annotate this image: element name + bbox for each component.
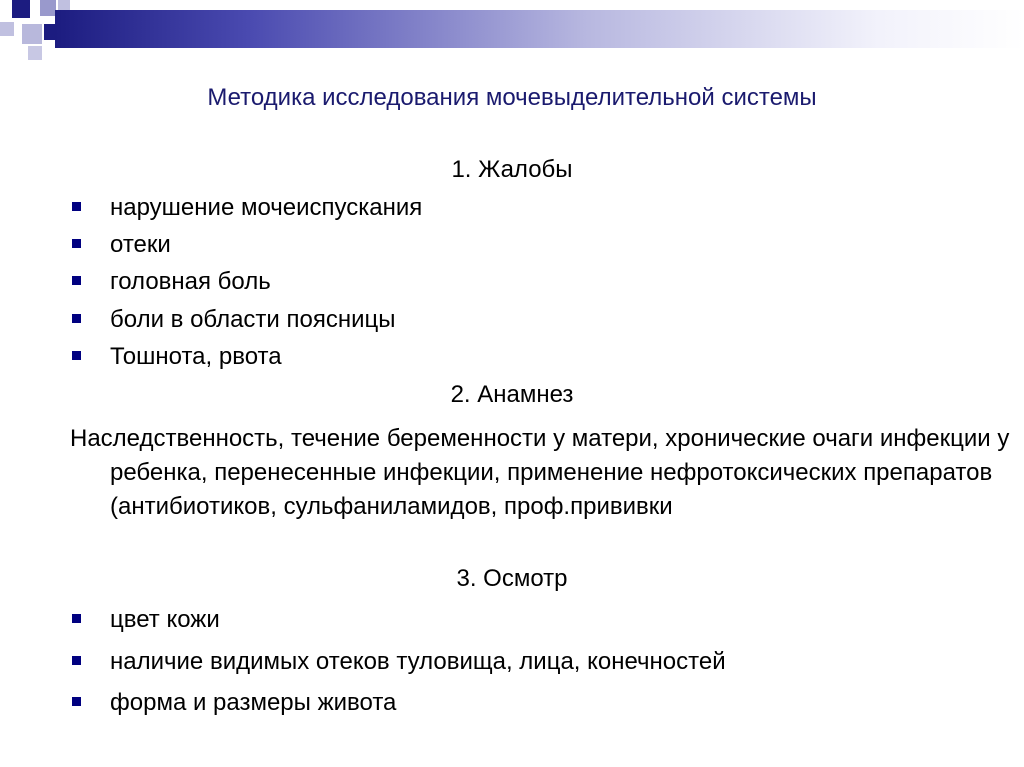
square-bullet-icon: [72, 656, 81, 665]
square-bullet-icon: [72, 351, 81, 360]
exam-item-text: наличие видимых отеков туловища, лица, конечностей: [110, 648, 726, 675]
complaint-item: [72, 342, 282, 372]
square-bullet-icon: [72, 276, 81, 285]
complaint-item: [72, 305, 396, 335]
square-bullet-icon: [72, 202, 81, 211]
corner-square-5: [22, 24, 42, 44]
complaint-item: [72, 267, 271, 297]
complaint-item: [72, 193, 422, 223]
exam-item: [72, 688, 396, 718]
section-heading-exam: 3. Осмотр: [456, 565, 568, 592]
anamnesis-paragraph: Наследственность, течение беременности у матери, хронические очаги инфекции у ребенка, перенесенные инфекции, применение нефротоксических препаратов (антибиотиков, сульфаниламидов, проф.прививки: [70, 425, 1010, 520]
header-gradient-bar: [55, 10, 1024, 48]
square-bullet-icon: [72, 697, 81, 706]
corner-square-1: [12, 0, 30, 18]
exam-item-text: форма и размеры живота: [110, 689, 397, 716]
square-bullet-icon: [72, 314, 81, 323]
complaint-item-text: Тошнота, рвота: [110, 343, 282, 370]
corner-square-2: [40, 0, 56, 16]
section-heading-complaints: 1. Жалобы: [451, 156, 573, 183]
exam-item: [72, 605, 220, 635]
slide-title: Методика исследования мочевыделительной системы: [207, 84, 817, 111]
section-heading-anamnesis: 2. Анамнез: [450, 381, 574, 408]
complaint-item-text: боли в области поясницы: [110, 306, 396, 333]
complaint-item-text: отеки: [110, 231, 171, 258]
exam-item-text: цвет кожи: [110, 606, 220, 633]
complaint-item-text: головная боль: [110, 268, 271, 295]
complaint-item-text: нарушение мочеиспускания: [110, 194, 423, 221]
square-bullet-icon: [72, 614, 81, 623]
exam-item: [72, 647, 726, 677]
complaint-item: [72, 230, 171, 260]
corner-square-7: [28, 46, 42, 60]
corner-square-4: [0, 22, 14, 36]
square-bullet-icon: [72, 239, 81, 248]
